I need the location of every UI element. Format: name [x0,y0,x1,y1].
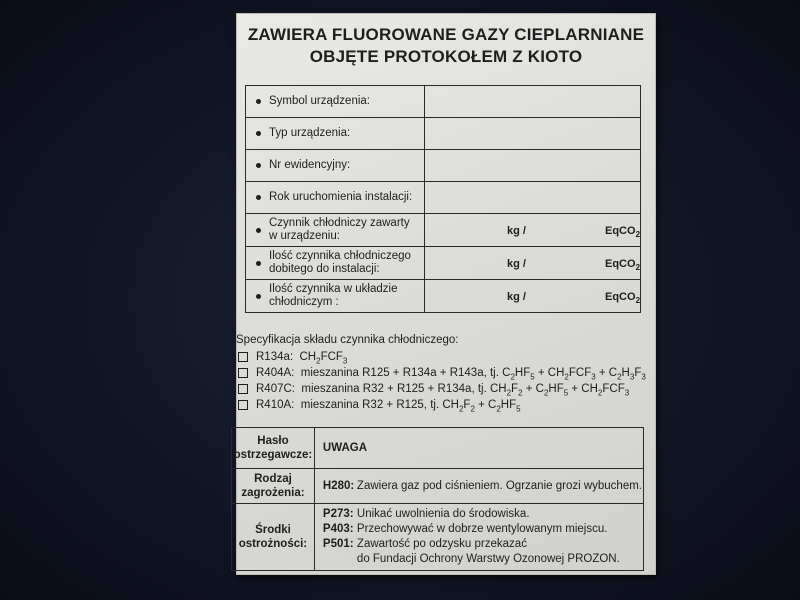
bullet-icon [256,294,261,299]
form-row [246,214,641,247]
hazard-table [231,427,644,571]
spec-option [238,383,629,397]
checkbox-icon [238,384,248,394]
spec-option-name: R134a: [256,351,294,363]
unit-eqco2: EqCO$_2$ [605,258,641,273]
form-value-cell [425,118,641,150]
precaution-text: Przechowywać w dobrze wentylowanym miejscu. [356,523,608,535]
hazard-row-precautions [232,504,644,571]
form-value-cell [425,247,641,280]
spec-option-formula: mieszanina R125 + R134a + R143a, tj. $C_2HF_5 + CH_2FCF_3 + C_2H_3F_3$ [300,367,646,382]
spec-option-name: R410A: [256,399,295,411]
spec-option [238,351,347,365]
equipment-form-table [245,85,641,313]
fluorinated-gas-label-plate [233,13,656,575]
signal-word-label: Hasło ostrzegawcze: [232,428,315,469]
form-row [246,280,641,313]
form-label: Typ urządzenia: [269,127,351,139]
form-row [246,247,641,280]
form-value-cell [425,214,641,247]
bullet-icon [256,261,261,266]
form-row [246,118,641,150]
form-label: Ilość czynnika w układzie chłodniczym : [269,283,398,308]
hazard-text: Zawiera gaz pod ciśnieniem. Ogrzanie grozi wybuchem. [356,479,642,492]
precaution-code: P273: [322,508,354,520]
checkbox-icon [238,400,248,410]
unit-kg: kg / [507,291,526,303]
spec-option [238,399,521,413]
spec-option-formula: mieszanina R32 + R125, tj. $CH_2F_2 + C_2HF_5$ [300,399,521,414]
unit-kg: kg / [507,225,526,237]
spec-option [238,367,646,381]
spec-option-formula: $CH_2FCF_3$ [299,351,348,366]
precaution-text-cont: do Fundacji Ochrony Warstwy Ozonowej PROZON. [356,553,620,565]
spec-heading: Specyfikacja składu czynnika chłodniczego: [236,334,459,346]
precaution-text: Unikać uwolnienia do środowiska. [356,508,530,520]
form-label: Nr ewidencyjny: [269,159,351,171]
hazard-row-signal [232,428,644,469]
form-value-cell [425,150,641,182]
unit-eqco2: EqCO$_2$ [605,291,641,306]
hazard-code: H280: [322,479,355,492]
form-value-cell [425,280,641,313]
spec-option-name: R407C: [256,383,295,395]
bullet-icon [256,163,261,168]
bullet-icon [256,99,261,104]
form-value-cell [425,86,641,118]
title-line-1: ZAWIERA FLUOROWANE GAZY CIEPLARNIANE [247,25,645,44]
precaution-code: P403: [322,523,354,535]
signal-word-value: UWAGA [322,442,368,454]
form-value-cell [425,182,641,214]
unit-eqco2: EqCO$_2$ [605,225,641,240]
form-label: Rok uruchomienia instalacji: [269,191,413,203]
bullet-icon [256,195,261,200]
checkbox-icon [238,352,248,362]
spec-option-formula: mieszanina R32 + R125 + R134a, tj. $CH_2F_2 + C_2HF_5 + CH_2FCF_3$ [301,383,630,398]
form-label: Ilość czynnika chłodniczego dobitego do instalacji: [269,250,411,275]
precautions-label: Środki ostrożności: [232,504,315,571]
form-label: Czynnik chłodniczy zawarty w urządzeniu: [269,217,410,242]
form-row [246,182,641,214]
form-label: Symbol urządzenia: [269,95,370,107]
unit-kg: kg / [507,258,526,270]
bullet-icon [256,131,261,136]
checkbox-icon [238,368,248,378]
bullet-icon [256,228,261,233]
title-line-2: OBJĘTE PROTOKOŁEM Z KIOTO [309,47,583,66]
spec-option-name: R404A: [256,367,295,379]
precaution-code: P501: [322,538,354,550]
form-row [246,86,641,118]
hazard-row-type [232,469,644,504]
hazard-type-label: Rodzaj zagrożenia: [232,469,315,504]
form-row [246,150,641,182]
precaution-text: Zawartość po odzysku przekazać [356,538,527,550]
